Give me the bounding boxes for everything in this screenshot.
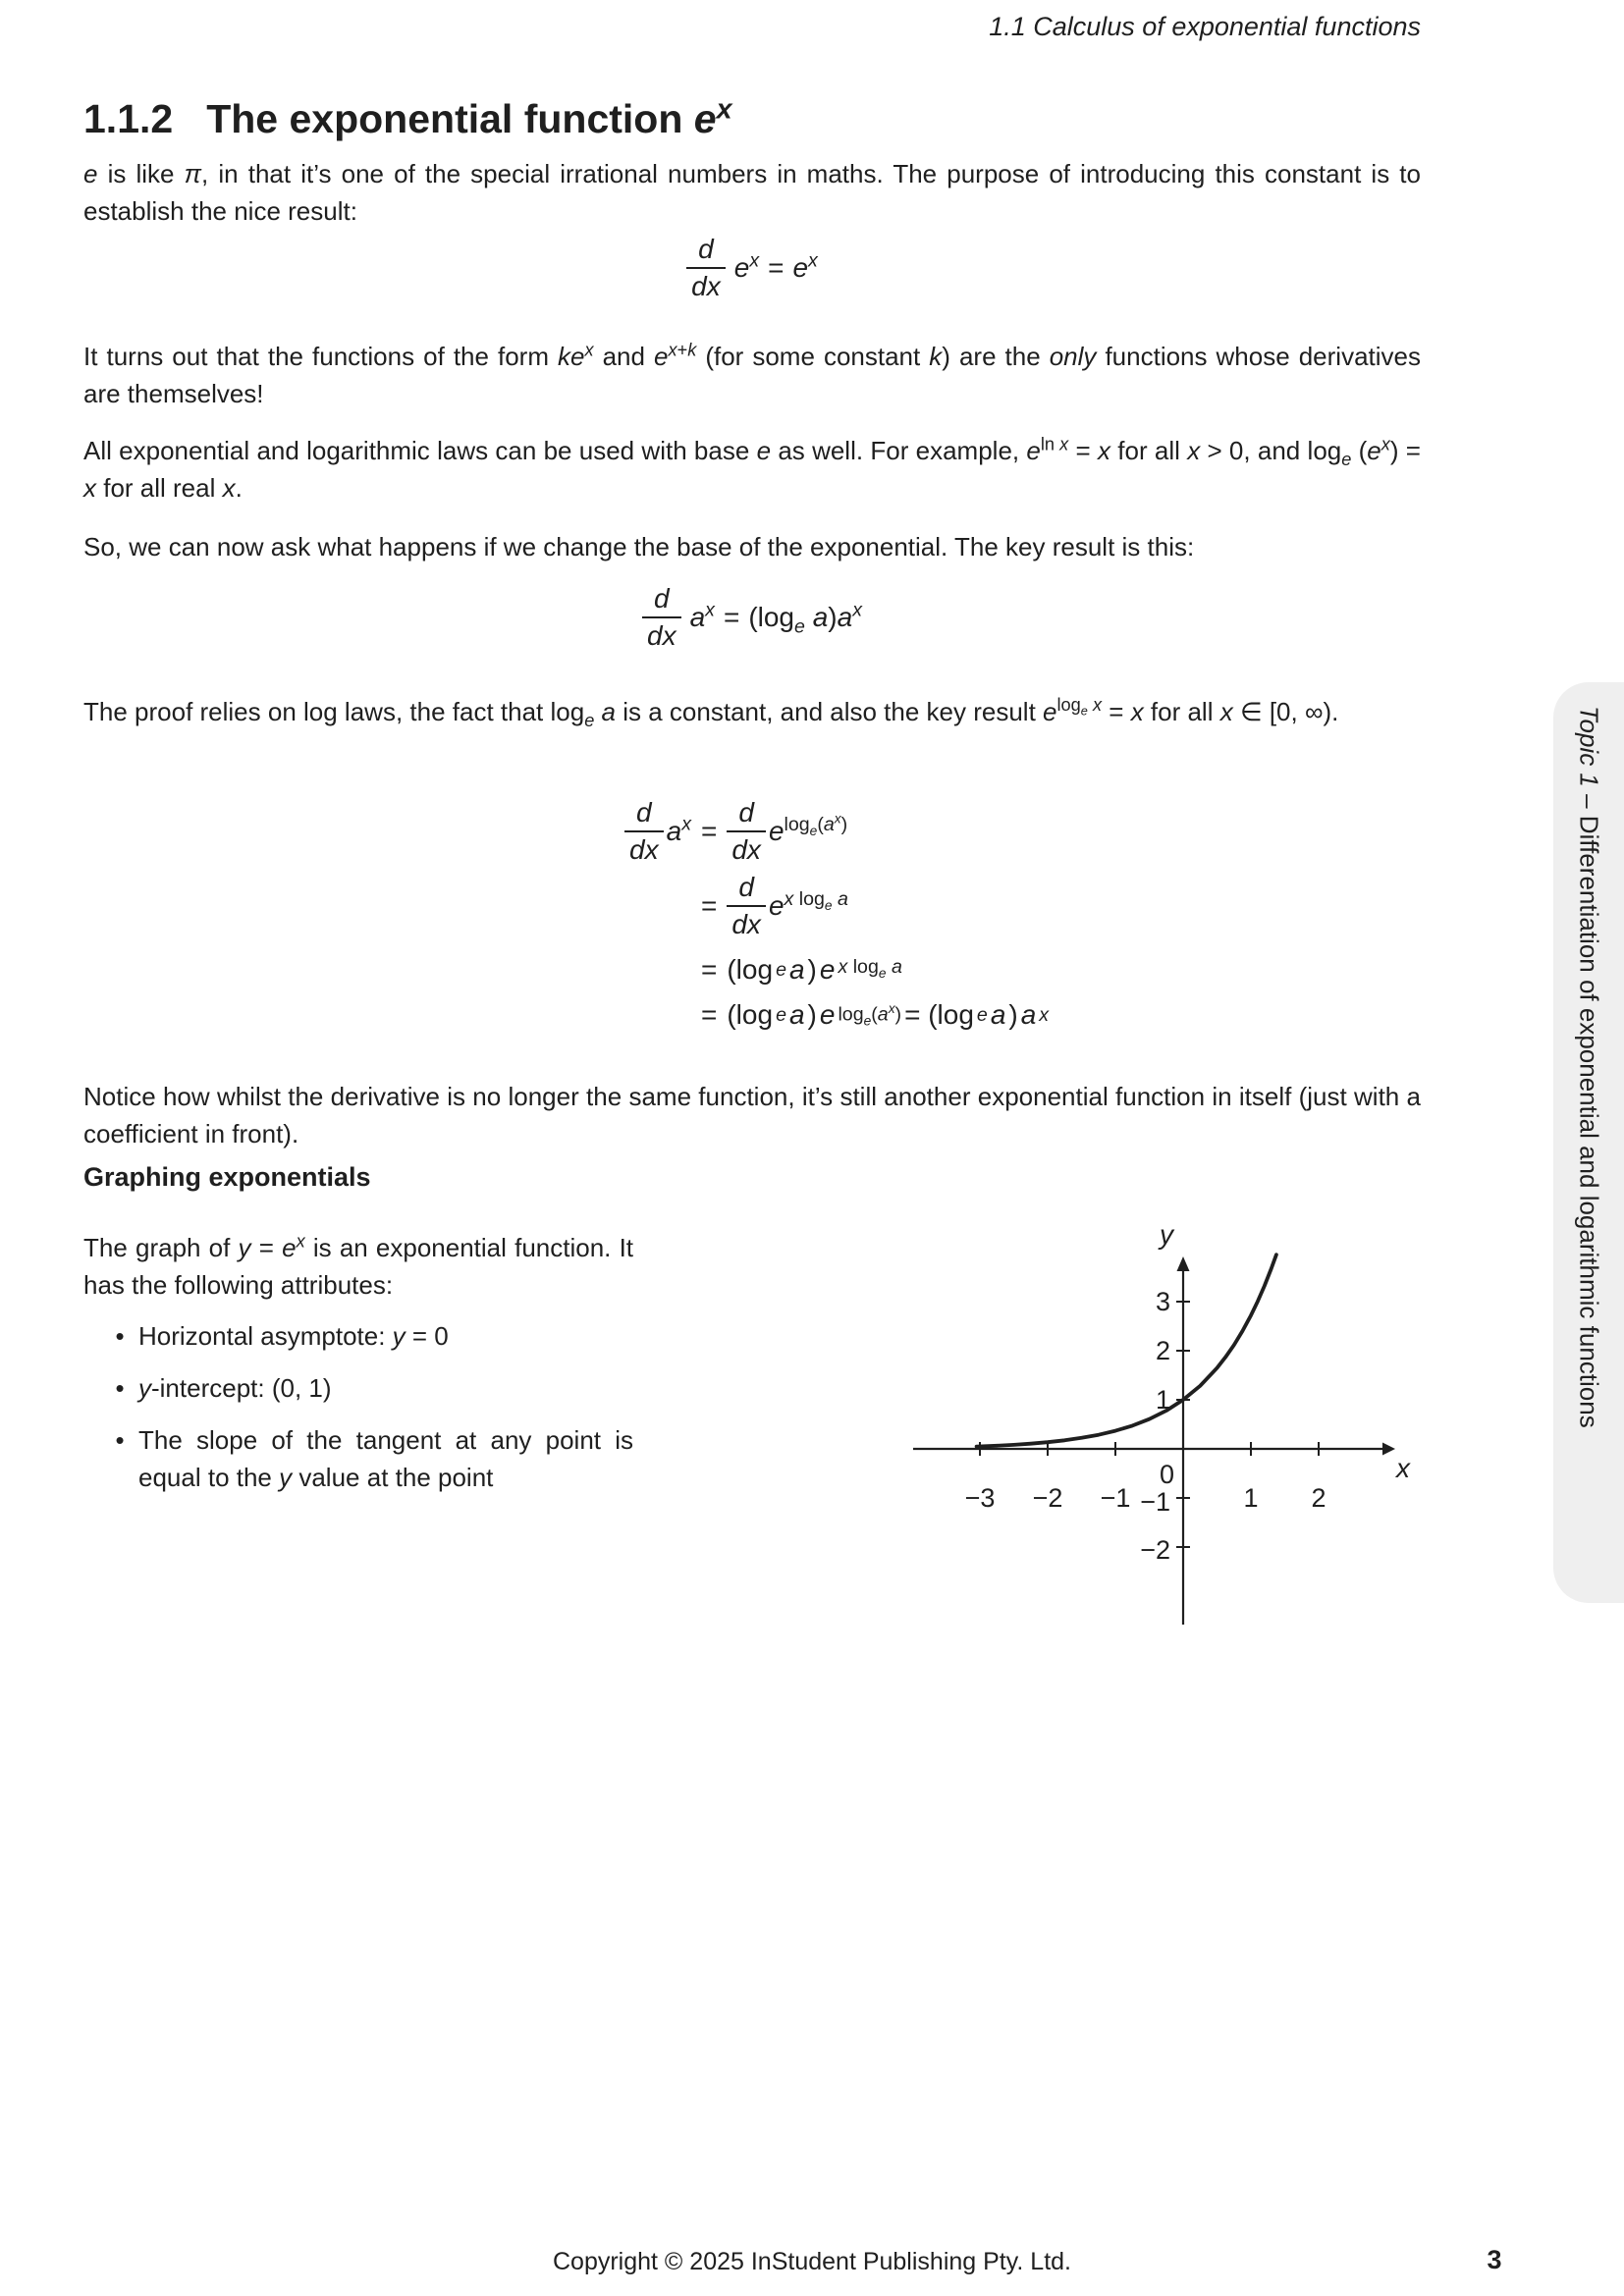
section-title: The exponential function $e^x$ — [206, 93, 732, 141]
y-tick-label: −2 — [1140, 1535, 1170, 1565]
derivation-lhs — [581, 799, 691, 864]
list-item — [83, 1317, 633, 1355]
y-tick-label: 1 — [1155, 1385, 1170, 1415]
topic-sidebar-label: Topic 1 – Differentiation of exponential and logarithmic functions — [1574, 706, 1604, 1428]
list-item — [83, 1421, 633, 1496]
bullet-marker: • — [115, 1425, 125, 1455]
y-axis-label: y — [1160, 1220, 1173, 1250]
equals-sign: = — [723, 602, 740, 632]
derivation-line-3 — [581, 954, 1049, 986]
derivation-block — [581, 799, 1049, 1031]
footer-copyright: Copyright © 2025 InStudent Publishing Pty. Ltd. — [552, 2248, 1071, 2275]
display-equation-ddx-ax — [83, 585, 1421, 650]
y-axis-arrow — [1177, 1256, 1190, 1271]
derivation-rhs — [727, 799, 847, 864]
fraction-d-dx: $\frac{d}{dx}$ — [642, 585, 681, 650]
x-axis-arrow — [1382, 1443, 1395, 1456]
exponential-graph — [911, 1220, 1490, 1632]
equals-sign: = — [701, 816, 718, 846]
graphing-text-column — [83, 1229, 633, 1511]
graphing-intro: The graph of $y = e^x$ is an exponential function. It has the following attributes: — [83, 1231, 634, 1300]
subsection-heading-graphing: Graphing exponentials — [83, 1162, 371, 1192]
equals-sign: = — [701, 890, 718, 921]
equals-sign: = — [701, 999, 718, 1030]
equation-term: $e^{log_e(a^x)}$ — [768, 811, 848, 846]
equation-term: $a^x$ — [666, 813, 691, 846]
derivation-rhs: (log e a ) e $\log_e(a^x)$ = (log e a ) a x — [727, 999, 1050, 1030]
topic-sidebar-tab — [1553, 682, 1624, 1603]
x-tick-label: −1 — [1100, 1483, 1131, 1513]
y-tick-label: 3 — [1155, 1287, 1170, 1316]
y-tick-label: 2 — [1155, 1336, 1170, 1365]
y-tick-label: −1 — [1140, 1487, 1170, 1517]
x-tick-label: 1 — [1243, 1483, 1259, 1513]
equation-term: ($\log_e$ $a)a^x$ — [748, 599, 862, 638]
equation-term: $e^x$ — [733, 249, 760, 283]
exp-curve — [977, 1255, 1276, 1446]
list-item-text: The slope of the tangent at any point is equal to the y value at the point — [138, 1425, 633, 1492]
x-tick-label: −2 — [1032, 1483, 1063, 1513]
equation-term: $a^x$ — [689, 599, 715, 632]
page-number: 3 — [1487, 2245, 1502, 2274]
paragraph-change-base: So, we can now ask what happens if we change the base of the exponential. The key result is this: — [83, 532, 1195, 561]
running-header: 1.1 Calculus of exponential functions — [989, 12, 1421, 41]
section-heading — [83, 93, 732, 142]
paragraph-ke-x: It turns out that the functions of the form $ke^x$ and $e^{x+k}$ (for some constant k) are the only functions whose derivatives are themselves! — [83, 340, 1421, 408]
section-number: 1.1.2 — [83, 96, 174, 141]
fraction-d-dx: $\frac{d}{dx}$ — [624, 799, 664, 864]
derivation-rhs — [727, 874, 848, 938]
equals-sign: = — [768, 252, 785, 283]
fraction-d-dx: $\frac{d}{dx}$ — [686, 236, 726, 300]
equation-term: $e^x$ — [792, 249, 818, 283]
paragraph-proof: The proof relies on log laws, the fact that $\log_e a$ is a constant, and also the key result $e^{log_e x} = x$ for all x ∈ [0, ∞). — [83, 695, 1339, 731]
x-axis-label: x — [1396, 1453, 1410, 1483]
list-item-text: y-intercept: (0, 1) — [138, 1373, 332, 1403]
x-tick-label: −3 — [964, 1483, 996, 1513]
fraction-d-dx: $\frac{d}{dx}$ — [727, 799, 766, 864]
display-equation-ddx-ex — [83, 236, 1421, 300]
paragraph-log-laws: All exponential and logarithmic laws can be used with base e as well. For example, $e^{ln x} = x$ for all x > 0, and $\log_e (e^x) = x$ for all real x. — [83, 434, 1421, 503]
paragraph-intro-e: e is like π, in that it’s one of the special irrational numbers in maths. The purpose of introducing this constant is to establish the nice result: — [83, 159, 1421, 226]
fraction-d-dx: $\frac{d}{dx}$ — [727, 874, 766, 938]
paragraph-notice: Notice how whilst the derivative is no longer the same function, it’s still another exponential function in itself (just with a coefficient in front). — [83, 1082, 1421, 1148]
origin-label: 0 — [1159, 1460, 1174, 1489]
derivation-rhs: (log e a ) e x $\log_e a$ — [727, 954, 902, 985]
attribute-list — [83, 1317, 633, 1496]
list-item — [83, 1369, 633, 1407]
equals-sign: = — [701, 954, 718, 985]
derivation-line-1 — [581, 799, 1049, 864]
x-tick-label: 2 — [1311, 1483, 1326, 1513]
derivation-line-2 — [581, 874, 1049, 938]
equation-term: $e^{x log_e a}$ — [768, 887, 848, 921]
list-item-text: Horizontal asymptote: y = 0 — [138, 1321, 449, 1351]
bullet-marker: • — [115, 1373, 125, 1403]
bullet-marker: • — [115, 1321, 125, 1351]
derivation-line-4 — [581, 999, 1049, 1031]
